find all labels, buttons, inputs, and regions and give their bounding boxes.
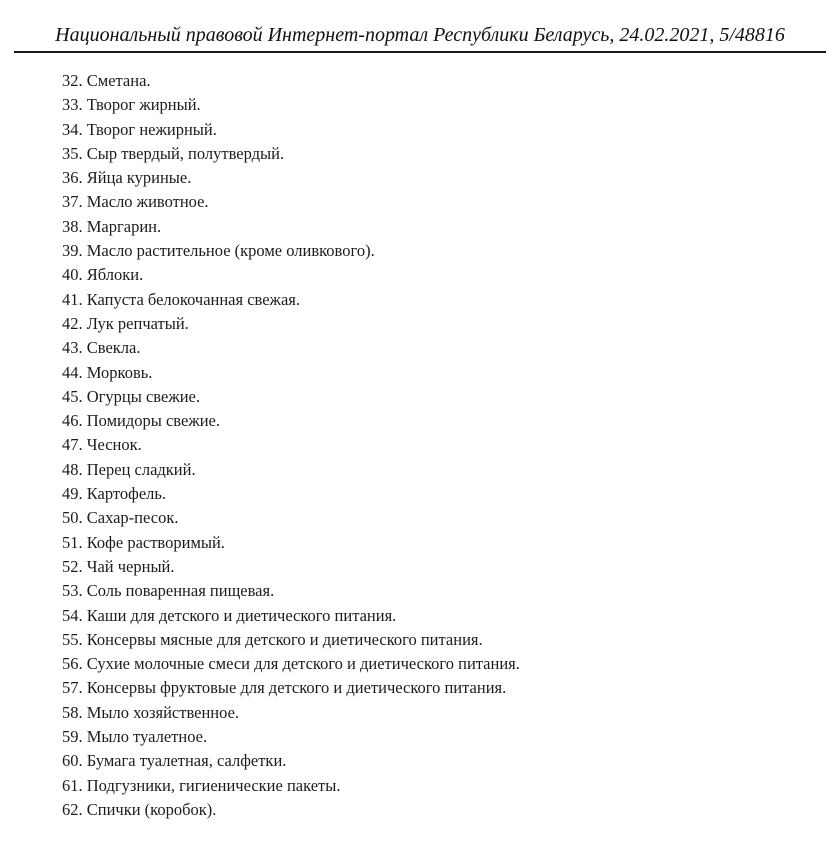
list-item: 49. Картофель. <box>62 484 167 504</box>
list-item: 57. Консервы фруктовые для детского и диетического питания. <box>62 678 507 698</box>
list-item: 53. Соль поваренная пищевая. <box>62 581 275 601</box>
list-item: 38. Маргарин. <box>62 216 162 236</box>
list-item: 44. Морковь. <box>62 362 153 382</box>
document-header <box>14 24 826 51</box>
document-page <box>0 24 840 863</box>
list-item: 42. Лук репчатый. <box>62 313 189 333</box>
list-item: 52. Чай черный. <box>62 556 175 576</box>
list-item: 34. Творог нежирный. <box>62 119 217 139</box>
list-item: 54. Каши для детского и диетического питания. <box>62 605 397 625</box>
list-item: 59. Мыло туалетное. <box>62 727 208 747</box>
list-item: 40. Яблоки. <box>62 265 144 285</box>
list-item: 39. Масло растительное (кроме оливкового). <box>62 241 375 261</box>
list-item: 45. Огурцы свежие. <box>62 386 200 406</box>
portal-header-title: Национальный правовой Интернет-портал Республики Беларусь, 24.02.2021, 5/48816 <box>55 24 785 46</box>
list-item: 37. Масло животное. <box>62 192 209 212</box>
list-item: 55. Консервы мясные для детского и диетического питания. <box>62 629 483 649</box>
list-item: 46. Помидоры свежие. <box>62 411 220 431</box>
list-item: 61. Подгузники, гигиенические пакеты. <box>62 775 341 795</box>
list-item: 50. Сахар-песок. <box>62 508 179 528</box>
list-item: 32. Сметана. <box>62 71 151 90</box>
list-item: 60. Бумага туалетная, салфетки. <box>62 751 287 771</box>
list-item: 43. Свекла. <box>62 338 141 358</box>
list-item: 33. Творог жирный. <box>62 95 201 115</box>
numbered-goods-list <box>62 69 820 822</box>
list-item: 51. Кофе растворимый. <box>62 532 225 552</box>
header-divider-rule <box>14 51 826 53</box>
list-item: 36. Яйца куриные. <box>62 168 192 188</box>
list-item: 58. Мыло хозяйственное. <box>62 702 240 722</box>
list-item: 48. Перец сладкий. <box>62 459 196 479</box>
list-item: 56. Сухие молочные смеси для детского и диетического питания. <box>62 654 520 674</box>
list-item: 35. Сыр твердый, полутвердый. <box>62 143 285 163</box>
list-item: 41. Капуста белокочанная свежая. <box>62 289 300 309</box>
list-item: 62. Спички (коробок). <box>62 799 217 819</box>
list-item: 47. Чеснок. <box>62 435 142 455</box>
